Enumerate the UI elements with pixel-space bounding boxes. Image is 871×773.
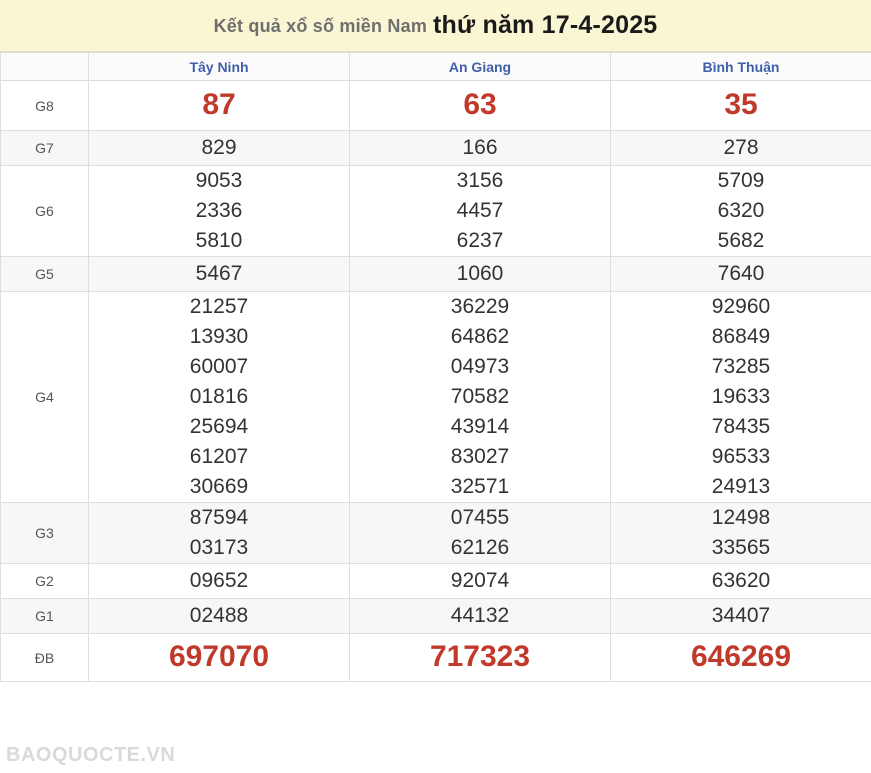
prize-number: 12498 xyxy=(711,506,771,529)
prize-number: 62126 xyxy=(450,536,510,559)
prize-label: G8 xyxy=(1,81,89,131)
prize-cell xyxy=(89,131,350,166)
prize-cell xyxy=(350,503,611,564)
prize-cell xyxy=(611,257,871,292)
prize-number: 6237 xyxy=(456,229,504,252)
prize-cell xyxy=(611,599,871,634)
prize-cell xyxy=(89,257,350,292)
prize-number: 4457 xyxy=(456,199,504,222)
province-header-1: An Giang xyxy=(350,53,611,81)
results-table-body xyxy=(1,81,871,682)
prize-number: 13930 xyxy=(189,325,249,348)
prize-number: 30669 xyxy=(189,475,249,498)
prize-cell xyxy=(89,81,350,131)
prize-number: 61207 xyxy=(189,445,249,468)
table-row xyxy=(1,257,871,292)
prize-cell xyxy=(89,564,350,599)
prize-label: G2 xyxy=(1,564,89,599)
prize-number: 60007 xyxy=(189,355,249,378)
prize-cell xyxy=(611,564,871,599)
page-title-date: thứ năm 17-4-2025 xyxy=(433,11,658,39)
prize-number: 33565 xyxy=(711,536,771,559)
table-header-row xyxy=(1,53,871,81)
prize-number: 36229 xyxy=(450,295,510,318)
prize-number: 87594 xyxy=(189,506,249,529)
prize-number: 70582 xyxy=(450,385,510,408)
prize-cell xyxy=(89,292,350,503)
prize-number: 63620 xyxy=(711,569,771,592)
prize-label: G7 xyxy=(1,131,89,166)
prize-label: ĐB xyxy=(1,634,89,682)
prize-number: 83027 xyxy=(450,445,510,468)
prize-number: 34407 xyxy=(711,604,771,627)
prize-cell xyxy=(350,131,611,166)
prize-cell xyxy=(611,503,871,564)
prize-number: 7640 xyxy=(717,262,765,285)
prize-number: 02488 xyxy=(189,604,249,627)
prize-cell xyxy=(611,131,871,166)
prize-number: 78435 xyxy=(711,415,771,438)
prize-cell xyxy=(89,503,350,564)
prize-number: 32571 xyxy=(450,475,510,498)
table-corner-cell xyxy=(1,53,89,81)
table-row xyxy=(1,564,871,599)
table-row xyxy=(1,166,871,257)
prize-number: 92074 xyxy=(450,569,510,592)
prize-number: 07455 xyxy=(450,506,510,529)
prize-cell xyxy=(350,634,611,682)
prize-number: 166 xyxy=(462,136,498,159)
prize-label: G5 xyxy=(1,257,89,292)
prize-label: G6 xyxy=(1,166,89,257)
prize-number: 63 xyxy=(463,88,497,121)
prize-number: 829 xyxy=(201,136,237,159)
results-table xyxy=(0,52,871,682)
prize-number: 19633 xyxy=(711,385,771,408)
province-header-2: Bình Thuận xyxy=(611,53,871,81)
prize-number: 2336 xyxy=(195,199,243,222)
prize-number: 6320 xyxy=(717,199,765,222)
prize-number: 5682 xyxy=(717,229,765,252)
prize-number: 43914 xyxy=(450,415,510,438)
page-header xyxy=(0,0,871,52)
prize-cell xyxy=(350,81,611,131)
prize-number: 25694 xyxy=(189,415,249,438)
prize-label: G3 xyxy=(1,503,89,564)
prize-number: 86849 xyxy=(711,325,771,348)
prize-number: 73285 xyxy=(711,355,771,378)
prize-number: 278 xyxy=(723,136,759,159)
prize-number: 44132 xyxy=(450,604,510,627)
page-title-prefix: Kết quả xổ số miền Nam xyxy=(213,16,428,36)
watermark: BAOQUOCTE.VN xyxy=(6,744,176,766)
prize-label: G4 xyxy=(1,292,89,503)
prize-cell xyxy=(350,292,611,503)
prize-cell xyxy=(350,599,611,634)
table-row xyxy=(1,503,871,564)
prize-cell xyxy=(611,81,871,131)
prize-cell xyxy=(350,166,611,257)
prize-number: 24913 xyxy=(711,475,771,498)
prize-number: 01816 xyxy=(189,385,249,408)
prize-number: 92960 xyxy=(711,295,771,318)
table-row xyxy=(1,81,871,131)
page-title xyxy=(214,11,658,40)
prize-cell xyxy=(611,292,871,503)
prize-number: 5467 xyxy=(195,262,243,285)
prize-number: 04973 xyxy=(450,355,510,378)
province-header-0: Tây Ninh xyxy=(89,53,350,81)
prize-number: 1060 xyxy=(456,262,504,285)
prize-number: 5709 xyxy=(717,169,765,192)
table-row xyxy=(1,634,871,682)
prize-number: 646269 xyxy=(690,640,792,673)
prize-number: 21257 xyxy=(189,295,249,318)
prize-number: 717323 xyxy=(429,640,531,673)
prize-cell xyxy=(611,634,871,682)
prize-cell xyxy=(89,634,350,682)
prize-number: 5810 xyxy=(195,229,243,252)
prize-label: G1 xyxy=(1,599,89,634)
prize-cell xyxy=(611,166,871,257)
prize-cell xyxy=(350,564,611,599)
prize-cell xyxy=(89,599,350,634)
prize-number: 09652 xyxy=(189,569,249,592)
table-row xyxy=(1,131,871,166)
table-row xyxy=(1,599,871,634)
prize-number: 9053 xyxy=(195,169,243,192)
prize-number: 697070 xyxy=(168,640,270,673)
prize-number: 03173 xyxy=(189,536,249,559)
prize-cell xyxy=(350,257,611,292)
prize-number: 87 xyxy=(202,88,236,121)
prize-number: 35 xyxy=(724,88,758,121)
prize-number: 3156 xyxy=(456,169,504,192)
prize-number: 64862 xyxy=(450,325,510,348)
prize-number: 96533 xyxy=(711,445,771,468)
prize-cell xyxy=(89,166,350,257)
table-row xyxy=(1,292,871,503)
